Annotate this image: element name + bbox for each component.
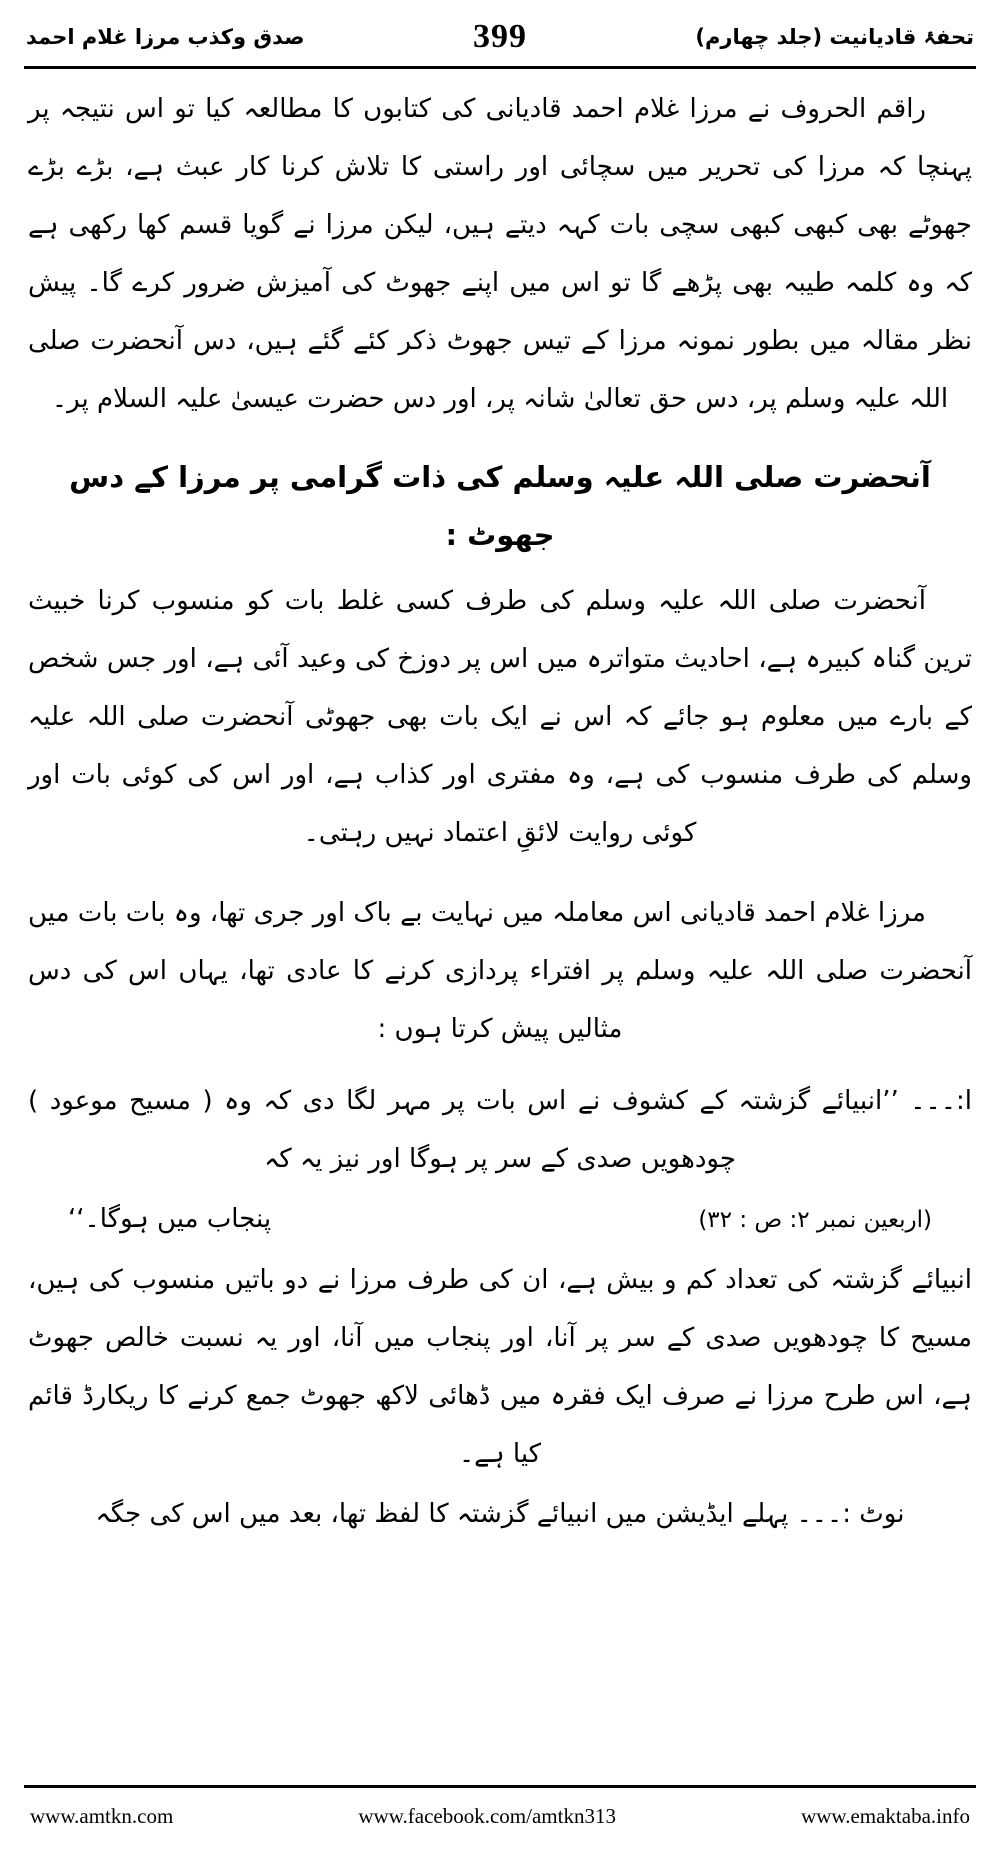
header-book-title: تحفۂ قادیانیت (جلد چهارم) [695, 25, 974, 49]
footer-link-emaktaba[interactable]: www.emaktaba.info [801, 1803, 970, 1828]
quotation-reference: (اربعین نمبر ۲: ص : ۳۲) [698, 1207, 932, 1233]
page-number: 399 [472, 18, 527, 55]
quotation-1: ا:۔۔۔ ’’انبیائے گزشتہ کے کشوف نے اس بات پر مہر لگا دی کہ وہ ( مسیح موعود ) چودھویں صدی کے سر پر ہوگا اور نیز یہ کہ [28, 1086, 972, 1174]
page-body [28, 80, 972, 1774]
paragraph-5-note: نوٹ :۔۔۔ پہلے ایڈیشن میں انبیائے گزشتہ کا لفظ تھا، بعد میں اس کی جگہ [95, 1499, 905, 1529]
footer-link-facebook[interactable]: www.facebook.com/amtkn313 [358, 1803, 616, 1828]
quotation-1-endline [28, 1190, 972, 1249]
paragraph-1: راقم الحروف نے مرزا غلام احمد قادیانی کی کتابوں کا مطالعہ کیا تو اس نتیجہ پر پہنچا کہ مرزا کی تحریر میں سچائی اور راستی کا تلاش کرنا کار عبث ہے، بڑے بڑے جھوٹے بھی کبھی کبھی سچی بات کہہ دیتے ہیں، لیکن مرزا نے گویا قسم کھا رکھی ہے کہ وہ کلمہ طیبہ بھی پڑھے گا تو اس میں اپنے جھوٹ کی آمیزش ضرور کرے گا۔ پیش نظر مقالہ میں بطور نمونہ مرزا کے تیس جھوٹ ذکر کئے گئے ہیں، دس آنحضرت صلی اللہ علیہ وسلم پر، دس حق تعالیٰ شانہ پر، اور دس حضرت عیسیٰ علیہ السلام پر۔ [28, 94, 972, 414]
paragraph-2: آنحضرت صلی اللہ علیہ وسلم کی طرف کسی غلط بات کو منسوب کرنا خبیث ترین گناہ کبیرہ ہے، احادیث متواترہ میں اس پر دوزخ کی وعید آئی ہے، اور جس شخص کے بارے میں معلوم ہو جائے کہ اس نے ایک بات بھی جھوٹی آنحضرت صلی اللہ علیہ وسلم کی طرف منسوب کی ہے، وہ مفتری اور کذاب ہے، اور اس کی کوئی بات اور کوئی روایت لائقِ اعتماد نہیں رہتی۔ [28, 586, 972, 848]
paragraph-3: مرزا غلام احمد قادیانی اس معاملہ میں نہایت بے باک اور جری تھا، وہ بات بات میں آنحضرت صلی اللہ علیہ وسلم پر افتراء پردازی کرنے کا عادی تھا، یہاں اس کی دس مثالیں پیش کرتا ہوں : [28, 898, 972, 1044]
footer-link-website[interactable]: www.amtkn.com [30, 1803, 174, 1828]
page-footer [30, 1796, 970, 1836]
header-chapter-title: صدق وکذب مرزا غلام احمد [26, 25, 305, 49]
header-divider [24, 66, 976, 69]
page-header [26, 14, 974, 60]
quotation-last-line: پنجاب میں ہوگا۔‘‘ [68, 1204, 272, 1234]
section-heading: آنحضرت صلی اللہ علیہ وسلم کی ذات گرامی پر مرزا کے دس جھوٹ : [69, 460, 931, 552]
footer-divider [24, 1785, 976, 1788]
paragraph-4: انبیائے گزشتہ کی تعداد کم و بیش ہے، ان کی طرف مرزا نے دو باتیں منسوب کی ہیں، مسیح کا چودھویں صدی کے سر پر آنا، اور پنجاب میں آنا، اور یہ نسبت خالص جھوٹ ہے، اس طرح مرزا نے صرف ایک فقرہ میں ڈھائی لاکھ جھوٹ جمع کرنے کا ریکارڈ قائم کیا ہے۔ [28, 1265, 972, 1469]
